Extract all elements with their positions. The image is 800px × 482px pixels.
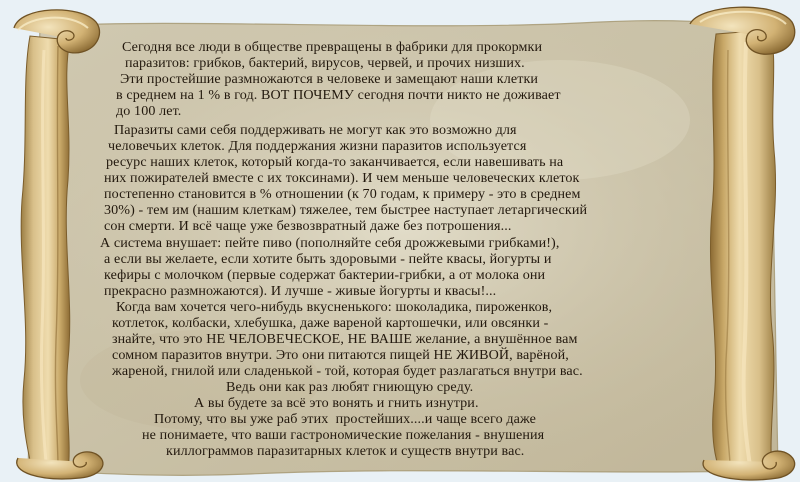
- text-line-17: Когда вам хочется чего-нибудь вкусненького: шоколадика, пироженков,: [116, 299, 553, 315]
- text-line-15: кефиры с молочком (первые содержат бактерии-грибки, а от молока они: [104, 267, 546, 283]
- text-line-3: Эти простейшие размножаются в человеке и замещают наши клетки: [120, 71, 539, 87]
- text-line-26: киллограммов паразитарных клеток и существ внутри вас.: [166, 443, 525, 459]
- text-line-25: не понимаете, что ваши гастрономические пожелания - внушения: [142, 427, 545, 443]
- text-line-5: до 100 лет.: [116, 103, 182, 119]
- text-line-13: А система внушает: пейте пиво (пополняйте себя дрожжевыми грибками!),: [100, 235, 560, 251]
- text-line-21: жареной, гнилой или сладенькой - той, которая будет разлагаться внутри вас.: [112, 363, 583, 379]
- text-line-1: Сегодня все люди в обществе превращены в фабрики для прокормки: [122, 39, 543, 55]
- text-line-2: паразитов: грибков, бактерий, вирусов, червей, и прочих низших.: [125, 55, 525, 71]
- text-line-6: Паразиты сами себя поддерживать не могут как это возможно для: [114, 122, 517, 138]
- scroll-text: [82, 40, 718, 470]
- text-line-12: сон смерти. И всё чаще уже безвозвратный даже без потрошения...: [104, 218, 512, 234]
- text-line-7: человечьих клеток. Для поддержания жизни паразитов используется: [108, 138, 527, 154]
- text-line-14: а если вы желаете, если хотите быть здоровыми - пейте квасы, йогурты и: [104, 251, 552, 267]
- text-line-16: прекрасно размножаются). И лучше - живые йогурты и квасы!...: [104, 283, 497, 299]
- text-line-18: котлеток, колбаски, хлебушка, даже вареной картошечки, или овсянки -: [112, 315, 549, 331]
- text-line-11: 30%) - тем им (нашим клеткам) тяжелее, тем быстрее наступает летаргический: [104, 202, 588, 218]
- text-line-24: Потому, что вы уже раб этих простейших....и чаще всего даже: [154, 411, 536, 427]
- text-line-23: А вы будете за всё это вонять и гнить изнутри.: [194, 395, 479, 411]
- text-line-10: постепенно становится в % отношении (к 70 годам, к примеру - это в среднем: [104, 186, 581, 202]
- text-line-9: них пожирателей вместе с их токсинами). И чем меньше человеческих клеток: [104, 170, 580, 186]
- left-roll: [21, 36, 70, 472]
- text-line-4: в среднем на 1 % в год. ВОТ ПОЧЕМУ сегодня почти никто не доживает: [116, 87, 561, 103]
- text-line-22: Ведь они как раз любят гниющую среду.: [226, 379, 474, 395]
- text-line-8: ресурс наших клеток, который когда-то заканчивается, если навешивать на: [106, 154, 564, 170]
- text-line-20: сомном паразитов внутри. Это они питаются пищей НЕ ЖИВОЙ, варёной,: [112, 347, 569, 363]
- text-line-19: знайте, что это НЕ ЧЕЛОВЕЧЕСКОЕ, НЕ ВАШЕ желание, а внушённое вам: [112, 331, 578, 347]
